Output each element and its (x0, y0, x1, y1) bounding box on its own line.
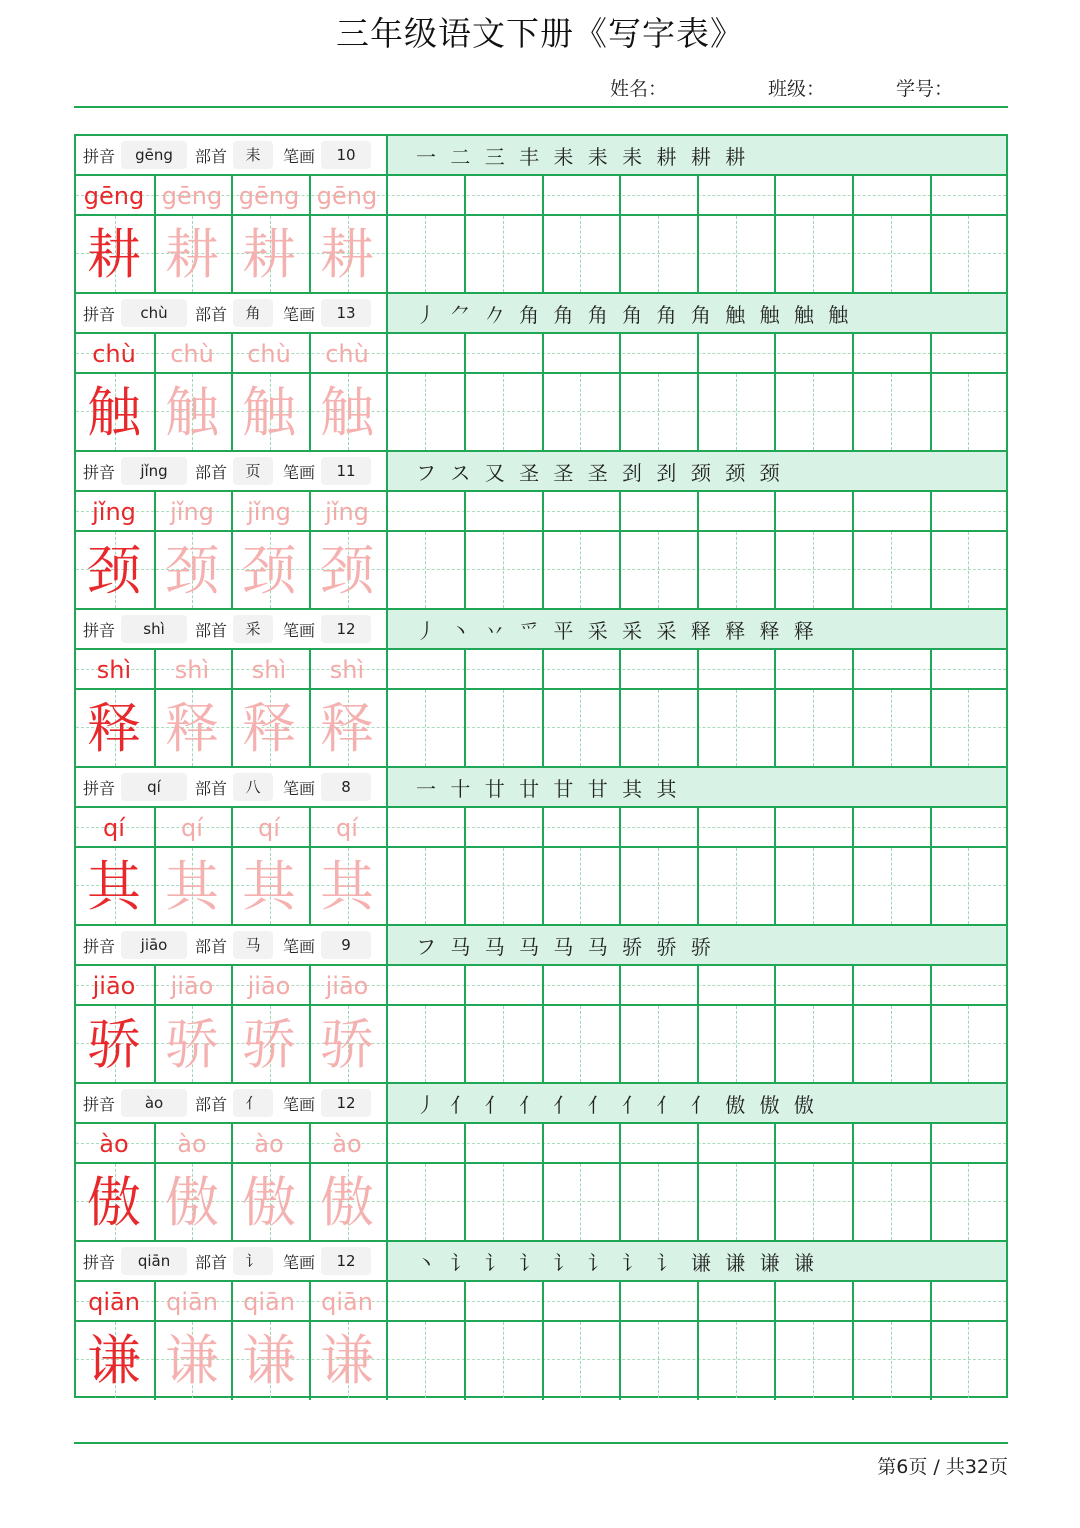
character-block (76, 768, 1006, 926)
pinyin-trace: gēng (161, 182, 223, 210)
radical-label: 部首 (195, 146, 228, 166)
strokes-value: 9 (321, 931, 371, 959)
character-meta (76, 1242, 386, 1280)
grid-line (852, 1124, 854, 1242)
pinyin-trace: ào (332, 1130, 362, 1158)
strokes-label: 笔画 (283, 1094, 316, 1114)
guide-line (813, 216, 814, 292)
guide-line (891, 1322, 892, 1398)
guide-line (658, 532, 659, 608)
stroke-order: 丿 丶 丷 爫 平 采 采 采 释 释 释 释 (386, 610, 1006, 648)
character-meta (76, 452, 386, 490)
strokes-value: 8 (321, 773, 371, 801)
grid-line (464, 492, 466, 610)
guide-line (813, 848, 814, 924)
grid-line (619, 808, 621, 926)
pinyin-value: gēng (121, 141, 187, 169)
grid-line (542, 1282, 544, 1400)
pinyin-trace: gēng (238, 182, 300, 210)
grid-line (464, 966, 466, 1084)
character-trace: 颈 (320, 539, 374, 602)
grid-line (619, 492, 621, 610)
pinyin-trace: shì (174, 656, 210, 684)
grid-line (930, 966, 932, 1084)
pinyin-trace: shì (329, 656, 365, 684)
pinyin-trace: qí (336, 814, 358, 842)
character-trace: 触 (242, 381, 296, 444)
grid-line (697, 808, 699, 926)
name-field-label: 姓名： (610, 78, 668, 100)
grid-line (542, 1124, 544, 1242)
radical-value: 页 (233, 457, 273, 485)
pinyin-value: chù (121, 299, 187, 327)
guide-line (968, 1006, 969, 1082)
strokes-value: 12 (321, 1089, 371, 1117)
grid-line (542, 650, 544, 768)
character-header (76, 294, 1006, 334)
grid-line (542, 966, 544, 1084)
grid-line (852, 650, 854, 768)
character-block (76, 926, 1006, 1084)
class-field-label: 班级： (768, 78, 826, 100)
pinyin-trace: ào (254, 1130, 284, 1158)
pinyin-trace: chù (247, 340, 291, 368)
guide-line (580, 216, 581, 292)
pinyin-label: 拼音 (83, 778, 116, 798)
pinyin-value: jiāo (121, 931, 187, 959)
radical-label: 部首 (195, 936, 228, 956)
character-model: 傲 (87, 1171, 141, 1234)
character-header (76, 610, 1006, 650)
grid-line (852, 966, 854, 1084)
grid-line (542, 334, 544, 452)
guide-line (425, 216, 426, 292)
pinyin-trace: qiān (321, 1288, 373, 1316)
guide-line (891, 848, 892, 924)
grid-line (930, 1282, 932, 1400)
guide-line (968, 374, 969, 450)
grid-line (930, 334, 932, 452)
writing-sheet (74, 134, 1008, 1398)
radical-label: 部首 (195, 1094, 228, 1114)
character-block (76, 452, 1006, 610)
grid-line (464, 1282, 466, 1400)
pinyin-trace: qí (181, 814, 203, 842)
character-trace: 耕 (165, 223, 219, 286)
guide-line (425, 848, 426, 924)
character-trace: 颈 (242, 539, 296, 602)
pinyin-trace: jǐng (170, 498, 214, 526)
guide-line (736, 1164, 737, 1240)
pinyin-trace: jiāo (170, 972, 214, 1000)
guide-line (968, 848, 969, 924)
character-header (76, 768, 1006, 808)
grid-line (464, 808, 466, 926)
pinyin-trace: chù (170, 340, 214, 368)
guide-line (503, 532, 504, 608)
grid-line (386, 966, 388, 1084)
pinyin-value: qiān (121, 1247, 187, 1275)
guide-line (425, 532, 426, 608)
grid-line (774, 1282, 776, 1400)
page-title: 三年级语文下册《写字表》 (336, 14, 744, 53)
grid-line (386, 1282, 388, 1400)
footer-rule (74, 1442, 1008, 1444)
character-model: 谦 (87, 1329, 141, 1392)
pinyin-model: jiāo (92, 972, 136, 1000)
pinyin-trace: jiāo (325, 972, 369, 1000)
pinyin-model: shì (96, 656, 132, 684)
guide-line (813, 532, 814, 608)
guide-line (736, 1006, 737, 1082)
pinyin-model: ào (99, 1130, 129, 1158)
radical-value: 讠 (233, 1247, 273, 1275)
guide-line (580, 532, 581, 608)
guide-line (968, 1322, 969, 1398)
grid-line (774, 176, 776, 294)
guide-line (813, 690, 814, 766)
character-model: 颈 (87, 539, 141, 602)
pinyin-trace: qí (258, 814, 280, 842)
grid-line (930, 808, 932, 926)
radical-value: 采 (233, 615, 273, 643)
pinyin-label: 拼音 (83, 620, 116, 640)
radical-value: 角 (233, 299, 273, 327)
grid-line (852, 492, 854, 610)
grid-line (774, 492, 776, 610)
guide-line (736, 216, 737, 292)
pinyin-model: gēng (83, 182, 145, 210)
stroke-order: フ ス 又 圣 圣 圣 刭 刭 颈 颈 颈 (386, 452, 1006, 490)
grid-line (619, 1282, 621, 1400)
header-rule (74, 106, 1008, 108)
character-block (76, 1084, 1006, 1242)
guide-line (425, 1322, 426, 1398)
guide-line (503, 1322, 504, 1398)
strokes-value: 11 (321, 457, 371, 485)
guide-line (968, 532, 969, 608)
pinyin-trace: ào (177, 1130, 207, 1158)
radical-value: 耒 (233, 141, 273, 169)
guide-line (736, 532, 737, 608)
radical-label: 部首 (195, 620, 228, 640)
character-trace: 触 (320, 381, 374, 444)
strokes-label: 笔画 (283, 936, 316, 956)
radical-value: 八 (233, 773, 273, 801)
guide-line (425, 1164, 426, 1240)
guide-line (891, 216, 892, 292)
stroke-order: 丶 讠 讠 讠 讠 讠 讠 讠 谦 谦 谦 谦 (386, 1242, 1006, 1280)
guide-line (736, 1322, 737, 1398)
radical-label: 部首 (195, 304, 228, 324)
character-meta (76, 136, 386, 174)
pinyin-value: shì (121, 615, 187, 643)
strokes-value: 10 (321, 141, 371, 169)
character-trace: 其 (320, 855, 374, 918)
grid-line (697, 1124, 699, 1242)
pinyin-value: qí (121, 773, 187, 801)
pinyin-model: qiān (88, 1288, 140, 1316)
character-trace: 颈 (165, 539, 219, 602)
pinyin-trace: qiān (243, 1288, 295, 1316)
guide-line (658, 374, 659, 450)
character-trace: 傲 (165, 1171, 219, 1234)
character-header (76, 136, 1006, 176)
guide-line (891, 532, 892, 608)
pinyin-label: 拼音 (83, 1252, 116, 1272)
guide-line (813, 1322, 814, 1398)
guide-line (503, 848, 504, 924)
guide-line (580, 374, 581, 450)
radical-label: 部首 (195, 778, 228, 798)
grid-line (464, 1124, 466, 1242)
character-trace: 谦 (165, 1329, 219, 1392)
pinyin-trace: chù (325, 340, 369, 368)
character-header (76, 1084, 1006, 1124)
guide-line (658, 1006, 659, 1082)
character-trace: 释 (320, 697, 374, 760)
pinyin-label: 拼音 (83, 462, 116, 482)
guide-line (968, 1164, 969, 1240)
guide-line (968, 690, 969, 766)
guide-line (580, 690, 581, 766)
character-trace: 骄 (320, 1013, 374, 1076)
character-model: 释 (87, 697, 141, 760)
pinyin-label: 拼音 (83, 1094, 116, 1114)
character-trace: 骄 (165, 1013, 219, 1076)
grid-line (386, 1124, 388, 1242)
strokes-label: 笔画 (283, 620, 316, 640)
grid-line (464, 650, 466, 768)
guide-line (813, 1006, 814, 1082)
character-model: 其 (87, 855, 141, 918)
grid-line (852, 808, 854, 926)
guide-line (658, 1322, 659, 1398)
character-trace: 触 (165, 381, 219, 444)
grid-line (774, 650, 776, 768)
grid-line (852, 334, 854, 452)
character-trace: 谦 (320, 1329, 374, 1392)
radical-label: 部首 (195, 1252, 228, 1272)
grid-line (464, 334, 466, 452)
guide-line (425, 374, 426, 450)
grid-line (386, 334, 388, 452)
grid-line (930, 492, 932, 610)
strokes-label: 笔画 (283, 462, 316, 482)
pinyin-trace: gēng (316, 182, 378, 210)
character-trace: 傲 (242, 1171, 296, 1234)
character-trace: 其 (242, 855, 296, 918)
student-info (74, 74, 1008, 102)
character-model: 耕 (87, 223, 141, 286)
guide-line (503, 1164, 504, 1240)
grid-line (386, 808, 388, 926)
pinyin-trace: jǐng (247, 498, 291, 526)
character-meta (76, 768, 386, 806)
guide-line (580, 1322, 581, 1398)
grid-line (464, 176, 466, 294)
grid-line (697, 334, 699, 452)
strokes-value: 12 (321, 1247, 371, 1275)
radical-value: 马 (233, 931, 273, 959)
stroke-order: 丿 ⺈ 𠂊 角 角 角 角 角 角 触 触 触 触 (386, 294, 1006, 332)
character-trace: 耕 (320, 223, 374, 286)
stroke-order: 一 十 廿 廿 甘 甘 其 其 (386, 768, 1006, 806)
pinyin-trace: jiāo (247, 972, 291, 1000)
grid-line (930, 1124, 932, 1242)
guide-line (580, 1164, 581, 1240)
pinyin-label: 拼音 (83, 304, 116, 324)
guide-line (425, 690, 426, 766)
strokes-label: 笔画 (283, 146, 316, 166)
grid-line (542, 492, 544, 610)
stroke-order: フ 马 马 马 马 马 骄 骄 骄 (386, 926, 1006, 964)
guide-line (503, 690, 504, 766)
pinyin-value: ào (121, 1089, 187, 1117)
guide-line (425, 1006, 426, 1082)
stroke-order: 一 二 三 丰 耒 耒 耒 耕 耕 耕 (386, 136, 1006, 174)
guide-line (736, 848, 737, 924)
grid-line (930, 176, 932, 294)
grid-line (774, 966, 776, 1084)
character-trace: 其 (165, 855, 219, 918)
grid-line (386, 176, 388, 294)
pinyin-label: 拼音 (83, 936, 116, 956)
character-trace: 释 (242, 697, 296, 760)
grid-line (697, 176, 699, 294)
pinyin-trace: jǐng (325, 498, 369, 526)
grid-line (774, 808, 776, 926)
grid-line (619, 966, 621, 1084)
strokes-value: 12 (321, 615, 371, 643)
pinyin-value: jǐng (121, 457, 187, 485)
character-trace: 谦 (242, 1329, 296, 1392)
grid-line (697, 966, 699, 1084)
guide-line (503, 374, 504, 450)
guide-line (658, 690, 659, 766)
grid-line (386, 492, 388, 610)
guide-line (813, 1164, 814, 1240)
guide-line (891, 1006, 892, 1082)
strokes-value: 13 (321, 299, 371, 327)
grid-line (852, 1282, 854, 1400)
grid-line (852, 176, 854, 294)
character-block (76, 1242, 1006, 1400)
grid-line (619, 650, 621, 768)
radical-label: 部首 (195, 462, 228, 482)
strokes-label: 笔画 (283, 304, 316, 324)
grid-line (619, 334, 621, 452)
grid-line (774, 1124, 776, 1242)
character-meta (76, 610, 386, 648)
grid-line (619, 176, 621, 294)
pinyin-model: qí (103, 814, 125, 842)
character-meta (76, 926, 386, 964)
character-header (76, 926, 1006, 966)
character-trace: 耕 (242, 223, 296, 286)
guide-line (503, 216, 504, 292)
guide-line (580, 848, 581, 924)
grid-line (619, 1124, 621, 1242)
character-header (76, 1242, 1006, 1282)
guide-line (736, 374, 737, 450)
character-meta (76, 1084, 386, 1122)
character-trace: 释 (165, 697, 219, 760)
guide-line (891, 374, 892, 450)
grid-line (386, 650, 388, 768)
guide-line (658, 1164, 659, 1240)
grid-line (697, 492, 699, 610)
pinyin-trace: qiān (166, 1288, 218, 1316)
character-meta (76, 294, 386, 332)
grid-line (697, 1282, 699, 1400)
grid-line (697, 650, 699, 768)
grid-line (542, 176, 544, 294)
character-block (76, 610, 1006, 768)
pinyin-model: jǐng (92, 498, 136, 526)
character-trace: 骄 (242, 1013, 296, 1076)
guide-line (891, 690, 892, 766)
page-number: 第6页 / 共32页 (877, 1456, 1008, 1478)
strokes-label: 笔画 (283, 1252, 316, 1272)
character-block (76, 294, 1006, 452)
grid-line (542, 808, 544, 926)
guide-line (813, 374, 814, 450)
pinyin-label: 拼音 (83, 146, 116, 166)
grid-line (930, 650, 932, 768)
character-header (76, 452, 1006, 492)
character-trace: 傲 (320, 1171, 374, 1234)
character-model: 骄 (87, 1013, 141, 1076)
strokes-label: 笔画 (283, 778, 316, 798)
grid-line (774, 334, 776, 452)
guide-line (580, 1006, 581, 1082)
guide-line (503, 1006, 504, 1082)
radical-value: 亻 (233, 1089, 273, 1117)
character-model: 触 (87, 381, 141, 444)
guide-line (658, 848, 659, 924)
guide-line (736, 690, 737, 766)
stroke-order: 丿 亻 亻 亻 亻 亻 亻 亻 亻 傲 傲 傲 (386, 1084, 1006, 1122)
number-field-label: 学号： (896, 78, 954, 100)
guide-line (658, 216, 659, 292)
guide-line (968, 216, 969, 292)
pinyin-model: chù (92, 340, 136, 368)
pinyin-trace: shì (251, 656, 287, 684)
guide-line (891, 1164, 892, 1240)
character-block (76, 136, 1006, 294)
